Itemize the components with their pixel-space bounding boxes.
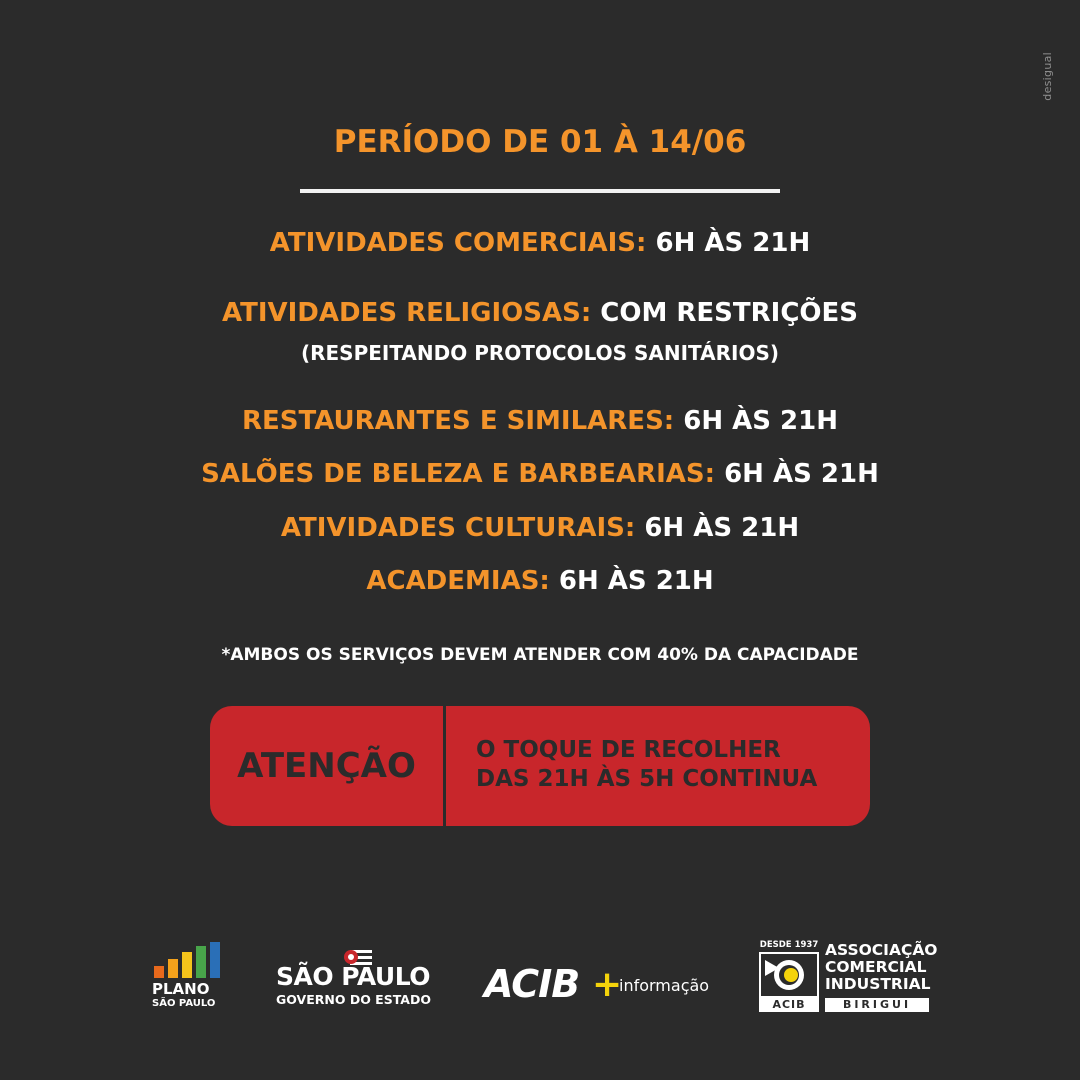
title-divider xyxy=(300,189,780,193)
acib-plus-icon: + xyxy=(592,964,623,1005)
plano-sao-paulo-logo xyxy=(152,942,232,1012)
item-atividades-comerciais xyxy=(0,228,1080,258)
assoc-line2: COMERCIAL xyxy=(825,958,927,976)
sp-line2: GOVERNO DO ESTADO xyxy=(276,992,431,1007)
capacity-note: *AMBOS OS SERVIÇOS DEVEM ATENDER COM 40% DA CAPACIDADE xyxy=(221,645,859,665)
item-label: SALÕES DE BELEZA E BARBEARIAS: xyxy=(201,459,716,489)
alert-label: ATENÇÃO xyxy=(237,746,416,786)
plano-line1: PLANO xyxy=(152,980,210,998)
sao-paulo-governo-logo xyxy=(276,948,446,1012)
item-label: ACADEMIAS: xyxy=(366,566,550,596)
item-value: 6H ÀS 21H xyxy=(724,459,879,489)
watermark-text: desigual xyxy=(1041,52,1054,101)
assoc-line1: ASSOCIAÇÃO xyxy=(825,941,938,959)
assoc-emblem-icon xyxy=(759,952,819,998)
item-label: ATIVIDADES RELIGIOSAS: xyxy=(221,298,592,328)
religiosas-note: (RESPEITANDO PROTOCOLOS SANITÁRIOS) xyxy=(300,341,780,365)
item-saloes xyxy=(0,459,1080,489)
item-value: 6H ÀS 21H xyxy=(558,566,714,596)
acib-mark: ACIB xyxy=(484,962,580,1006)
acib-word: informação xyxy=(619,976,710,995)
assoc-name xyxy=(825,942,938,993)
acib-informacao-logo xyxy=(484,962,724,1012)
item-label: RESTAURANTES E SIMILARES: xyxy=(242,406,675,436)
curfew-alert-box xyxy=(210,706,870,826)
sp-line1: SÃO PAULO xyxy=(276,962,431,991)
assoc-tag-acib: ACIB xyxy=(759,998,819,1012)
item-label: ATIVIDADES COMERCIAIS: xyxy=(269,228,647,258)
assoc-tag-birigui: BIRIGUI xyxy=(825,998,929,1012)
plano-bars-icon xyxy=(154,942,224,978)
plano-line2: SÃO PAULO xyxy=(152,998,216,1009)
item-academias xyxy=(0,566,1080,596)
item-atividades-culturais xyxy=(0,513,1080,543)
alert-divider xyxy=(443,706,446,826)
item-value: 6H ÀS 21H xyxy=(683,406,838,436)
item-atividades-religiosas xyxy=(0,298,1080,328)
period-title: PERÍODO DE 01 À 14/06 xyxy=(333,124,747,160)
alert-line-2: DAS 21H ÀS 5H CONTINUA xyxy=(476,766,818,792)
item-label: ATIVIDADES CULTURAIS: xyxy=(280,513,636,543)
item-restaurantes xyxy=(0,406,1080,436)
item-value: 6H ÀS 21H xyxy=(655,228,811,258)
alert-line-1: O TOQUE DE RECOLHER xyxy=(476,737,781,763)
alert-message xyxy=(476,736,817,794)
assoc-since: DESDE 1937 xyxy=(759,940,819,950)
item-value: 6H ÀS 21H xyxy=(644,513,800,543)
associacao-comercial-logo xyxy=(759,940,938,1016)
item-value: COM RESTRIÇÕES xyxy=(600,298,859,328)
assoc-line3: INDUSTRIAL xyxy=(825,975,931,993)
